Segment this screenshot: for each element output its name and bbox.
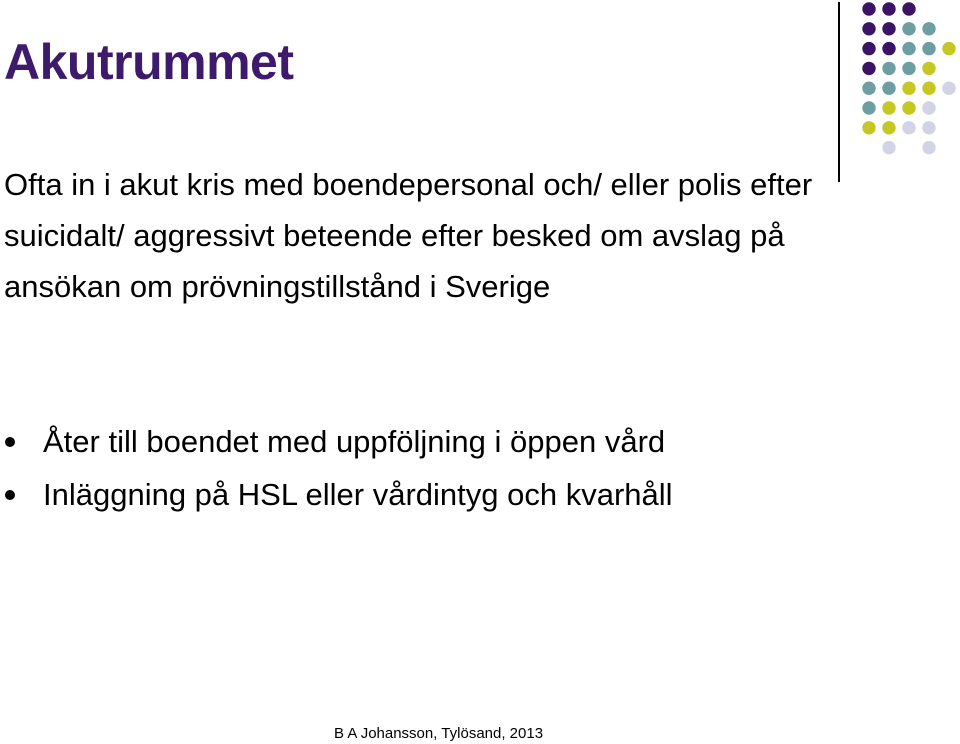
decorative-dot-lavender [922,101,935,114]
decorative-dot-lavender [882,141,895,154]
bullet-dot-icon [5,437,15,447]
bullet-item [0,415,673,468]
decorative-dot-teal [922,42,935,55]
decorative-dot-teal [862,101,875,114]
decorative-dot-purple [882,42,895,55]
decorative-dot-purple [882,22,895,35]
slide-paragraph: Ofta in i akut kris med boendepersonal och/ eller polis efter suicidalt/ aggressivt beteende efter besked om avslag på ansökan om prövningstillstånd i Sverige [4,167,813,304]
decorative-dot-teal [902,42,915,55]
decorative-dot-yellow [922,82,935,95]
decorative-dot-teal [902,62,915,75]
decorative-dot-yellow [902,82,915,95]
bullet-text: Inläggning på HSL eller vårdintyg och kvarhåll [43,477,673,512]
slide-title: Akutrummet [4,34,294,90]
decorative-dot-purple [862,42,875,55]
bullet-list [0,415,673,521]
decorative-dot-purple [902,2,915,15]
decorative-dot-lavender [942,82,955,95]
decorative-dot-teal [902,22,915,35]
decorative-dot-lavender [922,141,935,154]
bullet-item [0,468,673,521]
vertical-divider [838,2,840,182]
decorative-dot-purple [862,62,875,75]
decorative-dot-yellow [942,42,955,55]
decorative-dot-teal [882,82,895,95]
decorative-dot-purple [862,22,875,35]
bullet-dot-icon [5,490,15,500]
decorative-dot-yellow [902,101,915,114]
decorative-dot-lavender [902,121,915,134]
bullet-text: Åter till boendet med uppföljning i öppen vård [43,424,666,459]
decorative-dot-yellow [862,121,875,134]
decorative-dot-teal [882,62,895,75]
footer-credit: B A Johansson, Tylösand, 2013 [334,725,544,742]
decorative-dot-yellow [882,101,895,114]
decorative-dot-purple [862,2,875,15]
decorative-dot-purple [882,2,895,15]
decorative-dot-teal [922,22,935,35]
decorative-dot-teal [862,82,875,95]
decorative-dot-lavender [922,121,935,134]
decorative-dot-yellow [882,121,895,134]
decorative-dot-yellow [922,62,935,75]
